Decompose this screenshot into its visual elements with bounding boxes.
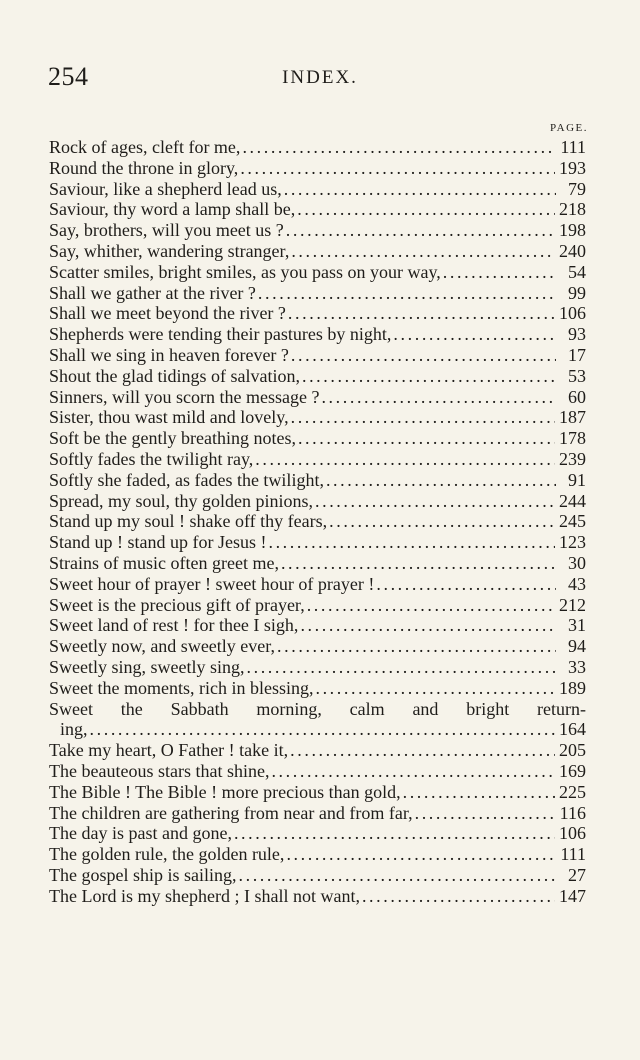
entry-page-number: 99 (568, 282, 586, 303)
entry-page-number: 189 (559, 677, 586, 698)
entry-title: Take my heart, O Father ! take it, (49, 740, 289, 761)
dot-leader (393, 324, 556, 345)
entry-page-number: 106 (559, 303, 586, 324)
entry-title: The children are gathering from near and from far, (49, 802, 413, 823)
dot-leader (288, 303, 555, 324)
dot-leader (326, 470, 556, 491)
entry-title: Soft be the gently breathing notes, (49, 428, 296, 449)
page-column-label: PAGE. (550, 122, 588, 134)
dot-leader (286, 844, 556, 865)
entry-title: Sweet is the precious gift of prayer, (49, 594, 305, 615)
entry-title: Round the throne in glory, (49, 157, 239, 178)
dot-leader (307, 595, 555, 616)
index-entry (49, 636, 586, 657)
index-entry (49, 407, 586, 428)
entry-title: Rock of ages, cleft for me, (49, 137, 241, 157)
page-number: 254 (48, 62, 89, 91)
entry-title: The day is past and gone, (49, 823, 232, 844)
dot-leader (362, 886, 555, 907)
index-entry (49, 740, 586, 761)
index-entry (49, 532, 586, 553)
index-entry (49, 678, 586, 699)
dot-leader (268, 532, 555, 553)
index-entry (49, 491, 586, 512)
entry-title: Say, brothers, will you meet us ? (49, 220, 284, 241)
entry-title: Saviour, like a shepherd lead us, (49, 178, 282, 199)
index-entry (49, 719, 586, 740)
running-title: INDEX. (282, 67, 358, 88)
entry-page-number: 30 (568, 552, 586, 573)
entry-page-number: 245 (559, 511, 586, 532)
index-entry (49, 886, 586, 907)
index-entry (49, 449, 586, 470)
index-entry (49, 179, 586, 200)
entry-page-number: 33 (568, 656, 586, 677)
entry-title: Sweetly now, and sweetly ever, (49, 636, 276, 657)
index-entry (49, 865, 586, 886)
dot-leader (291, 345, 556, 366)
dot-leader (415, 803, 556, 824)
index-entry (49, 615, 586, 636)
index-entry (49, 470, 586, 491)
entry-title: Sweetly sing, sweetly sing, (49, 656, 245, 677)
entry-page-number: 116 (559, 802, 586, 823)
dot-leader (284, 179, 556, 200)
dot-leader (300, 615, 556, 636)
dot-leader (376, 574, 556, 595)
index-entry (49, 553, 586, 574)
entry-page-number: 147 (559, 885, 586, 906)
entry-title: Stand up ! stand up for Jesus ! (49, 532, 267, 553)
entry-page-number: 123 (559, 532, 586, 553)
entry-page-number: 193 (559, 157, 586, 178)
dot-leader (240, 158, 555, 179)
index-entry (49, 366, 586, 387)
index-entry (49, 241, 586, 262)
entry-page-number: 111 (560, 844, 586, 865)
index-entry (49, 657, 586, 678)
entry-page-number: 164 (559, 719, 586, 740)
index-entry (49, 199, 586, 220)
index-entry (49, 262, 586, 283)
entry-title: Shall we meet beyond the river ? (49, 303, 286, 324)
entry-title: Shall we gather at the river ? (49, 282, 256, 303)
dot-leader (329, 511, 555, 532)
entry-page-number: 178 (559, 428, 586, 449)
entry-title: Sweet the Sabbath morning, calm and bright return- (49, 698, 586, 719)
entry-page-number: 187 (559, 407, 586, 428)
entry-page-number: 43 (568, 573, 586, 594)
dot-leader (315, 491, 555, 512)
index-entry (49, 303, 586, 324)
index-entry (49, 387, 586, 408)
entry-title: Shall we sing in heaven forever ? (49, 344, 289, 365)
entry-title: Spread, my soul, thy golden pinions, (49, 490, 313, 511)
entry-title: Saviour, thy word a lamp shall be, (49, 199, 296, 220)
entry-title: ing, (60, 719, 88, 740)
index-entry (49, 782, 586, 803)
entry-title: Shout the glad tidings of salvation, (49, 365, 300, 386)
entry-title: Scatter smiles, bright smiles, as you pass on your way, (49, 261, 441, 282)
entry-page-number: 79 (568, 178, 586, 199)
entry-title: Sinners, will you scorn the message ? (49, 386, 320, 407)
entry-page-number: 17 (568, 344, 586, 365)
entry-title: Sweet hour of prayer ! sweet hour of prayer ! (49, 573, 375, 594)
entry-page-number: 244 (559, 490, 586, 511)
dot-leader (234, 823, 555, 844)
dot-leader (247, 657, 557, 678)
index-entry (49, 699, 586, 720)
entry-page-number: 169 (559, 760, 586, 781)
index-entry (49, 511, 586, 532)
entry-title: Sweet land of rest ! for thee I sigh, (49, 615, 299, 636)
index-entries (49, 137, 586, 906)
dot-leader (271, 761, 555, 782)
dot-leader (291, 241, 555, 262)
index-entry (49, 220, 586, 241)
dot-leader (242, 137, 556, 158)
dot-leader (403, 782, 555, 803)
index-entry (49, 761, 586, 782)
entry-page-number: 54 (568, 261, 586, 282)
entry-title: The Bible ! The Bible ! more precious than gold, (49, 781, 401, 802)
dot-leader (291, 407, 555, 428)
entry-title: The Lord is my shepherd ; I shall not want, (49, 885, 360, 906)
entry-page-number: 111 (560, 137, 586, 157)
entry-title: Softly she faded, as fades the twilight, (49, 469, 324, 490)
entry-title: Shepherds were tending their pastures by night, (49, 324, 392, 345)
index-entry (49, 844, 586, 865)
index-entry (49, 158, 586, 179)
entry-title: Sister, thou wast mild and lovely, (49, 407, 289, 428)
index-entry (49, 137, 586, 158)
entry-page-number: 239 (559, 448, 586, 469)
index-entry (49, 803, 586, 824)
entry-page-number: 212 (559, 594, 586, 615)
entry-page-number: 106 (559, 823, 586, 844)
index-entry (49, 574, 586, 595)
entry-page-number: 240 (559, 240, 586, 261)
index-entry (49, 345, 586, 366)
dot-leader (258, 283, 556, 304)
dot-leader (255, 449, 555, 470)
entry-title: The gospel ship is sailing, (49, 864, 237, 885)
entry-title: Strains of music often greet me, (49, 552, 279, 573)
dot-leader (315, 678, 555, 699)
entry-page-number: 27 (568, 864, 586, 885)
dot-leader (277, 636, 556, 657)
entry-page-number: 94 (568, 636, 586, 657)
index-entry (49, 823, 586, 844)
dot-leader (239, 865, 557, 886)
entry-page-number: 31 (568, 615, 586, 636)
entry-page-number: 198 (559, 220, 586, 241)
index-entry (49, 428, 586, 449)
dot-leader (297, 199, 555, 220)
entry-title: The beauteous stars that shine, (49, 760, 270, 781)
entry-page-number: 53 (568, 365, 586, 386)
entry-page-number: 205 (559, 740, 586, 761)
dot-leader (443, 262, 556, 283)
entry-title: Say, whither, wandering stranger, (49, 240, 290, 261)
entry-title: Softly fades the twilight ray, (49, 448, 254, 469)
entry-page-number: 91 (568, 469, 586, 490)
dot-leader (286, 220, 555, 241)
entry-title: Stand up my soul ! shake off thy fears, (49, 511, 328, 532)
index-entry (49, 283, 586, 304)
dot-leader (281, 553, 556, 574)
index-entry (49, 324, 586, 345)
entry-page-number: 93 (568, 324, 586, 345)
entry-page-number: 225 (559, 781, 586, 802)
entry-page-number: 218 (559, 199, 586, 220)
dot-leader (321, 387, 556, 408)
dot-leader (290, 740, 555, 761)
index-entry (49, 595, 586, 616)
entry-title: The golden rule, the golden rule, (49, 844, 285, 865)
dot-leader (90, 719, 555, 740)
dot-leader (298, 428, 555, 449)
entry-page-number: 60 (568, 386, 586, 407)
entry-title: Sweet the moments, rich in blessing, (49, 677, 314, 698)
dot-leader (302, 366, 556, 387)
